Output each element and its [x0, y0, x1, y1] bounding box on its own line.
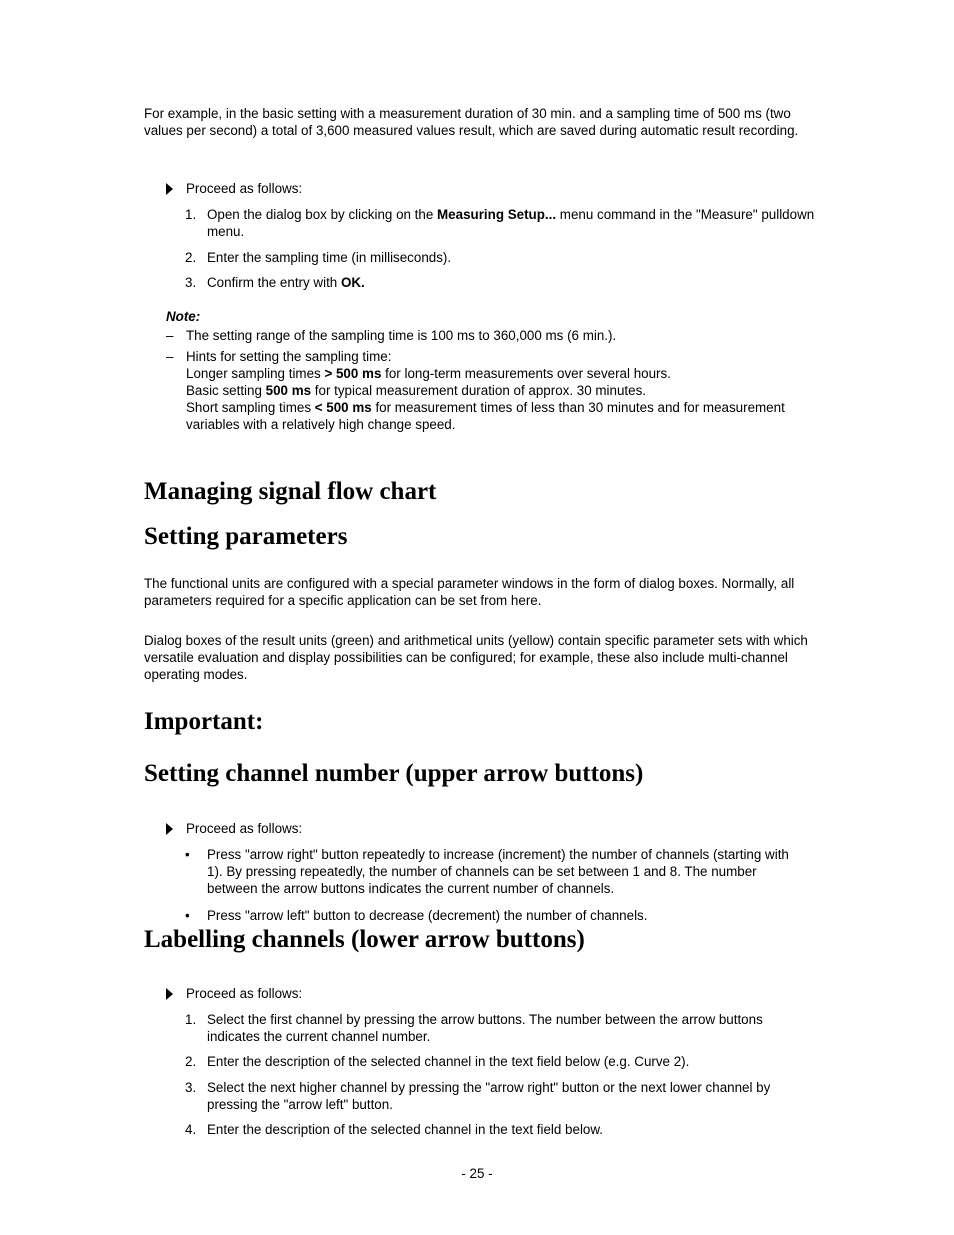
step-text: Confirm the entry with OK. [207, 275, 365, 290]
menu-command-bold: Measuring Setup... [437, 207, 557, 222]
step-number: 2. [185, 1054, 197, 1069]
bullet-marker: • [185, 847, 190, 862]
triangle-right-icon [166, 823, 173, 835]
triangle-right-icon [166, 988, 173, 1000]
proceed-label: Proceed as follows: [186, 821, 303, 836]
labelling-step-3 [185, 1079, 815, 1113]
step-number: 3. [185, 1080, 197, 1095]
labelling-step-2 [185, 1053, 815, 1070]
labelling-step-1 [185, 1011, 815, 1045]
step-number: 3. [185, 275, 197, 290]
hint-longer: Longer sampling times > 500 ms for long-term measurements over several hours. [186, 366, 671, 381]
note-item-range [166, 327, 816, 344]
heading-channel-number: Setting channel number (upper arrow buttons) [144, 760, 644, 787]
step-number: 2. [185, 250, 197, 265]
step-number: 4. [185, 1122, 197, 1137]
note-label: Note: [166, 309, 201, 324]
labelling-step-4 [185, 1121, 815, 1138]
hints-block [186, 348, 816, 433]
dialog-boxes-paragraph: Dialog boxes of the result units (green) and arithmetical units (yellow) contain specific parameter sets with which versatile evaluation and display possibilities can be configured; for example, these also include multi-channel operating modes. [144, 633, 808, 682]
bullet-text: Press "arrow left" button to decrease (decrement) the number of channels. [207, 908, 648, 923]
proceed-label: Proceed as follows: [186, 181, 303, 196]
hints-title: Hints for setting the sampling time: [186, 349, 392, 364]
channel-bullet-2 [185, 907, 815, 924]
sampling-step-1 [185, 206, 815, 240]
heading-important: Important: [144, 708, 264, 735]
heading-labelling-channels: Labelling channels (lower arrow buttons) [144, 926, 585, 953]
page-number: - 25 - [461, 1166, 493, 1181]
step-text: Enter the description of the selected channel in the text field below. [207, 1122, 604, 1137]
ok-bold: OK. [340, 275, 365, 290]
heading-setting-parameters: Setting parameters [144, 523, 348, 550]
step-text: Select the first channel by pressing the arrow buttons. The number between the arrow buttons indicates the current channel number. [207, 1012, 763, 1044]
bullet-text: Press "arrow right" button repeatedly to increase (increment) the number of channels (starting with 1). By pressing repeatedly, the number of channels can be set between 1 and 8. The number between the arrow buttons indicates the current number of channels. [207, 847, 789, 896]
step-text: Open the dialog box by clicking on the Measuring Setup... menu command in the "Measure" pulldown menu. [207, 207, 815, 239]
step-number: 1. [185, 1012, 197, 1027]
dash-marker: – [166, 328, 174, 343]
bullet-marker: • [185, 908, 190, 923]
step-text: Enter the description of the selected channel in the text field below (e.g. Curve 2). [207, 1054, 690, 1069]
heading-managing-signal-flow: Managing signal flow chart [144, 478, 437, 505]
step-text: Select the next higher channel by pressing the "arrow right" button or the next lower channel by pressing the "arrow left" button. [207, 1080, 771, 1112]
triangle-right-icon [166, 183, 173, 195]
sampling-step-2 [185, 249, 815, 266]
hint-short: Short sampling times < 500 ms for measurement times of less than 30 minutes and for measurement variables with a relatively high change speed. [186, 400, 785, 432]
sampling-step-3 [185, 274, 815, 291]
note-text: The setting range of the sampling time is 100 ms to 360,000 ms (6 min.). [186, 328, 617, 343]
note-item-hints [166, 348, 816, 433]
dash-marker: – [166, 349, 174, 364]
hint-basic: Basic setting 500 ms for typical measurement duration of approx. 30 minutes. [186, 383, 646, 398]
step-number: 1. [185, 207, 197, 222]
proceed-label: Proceed as follows: [186, 986, 303, 1001]
functional-units-paragraph: The functional units are configured with a special parameter windows in the form of dialog boxes. Normally, all parameters required for a specific application can be set from here. [144, 576, 795, 608]
step-text: Enter the sampling time (in milliseconds). [207, 250, 452, 265]
intro-paragraph: For example, in the basic setting with a measurement duration of 30 min. and a sampling time of 500 ms (two values per second) a total of 3,600 measured values result, which are saved during automatic result recording. [144, 106, 799, 138]
channel-bullet-1 [185, 846, 805, 897]
